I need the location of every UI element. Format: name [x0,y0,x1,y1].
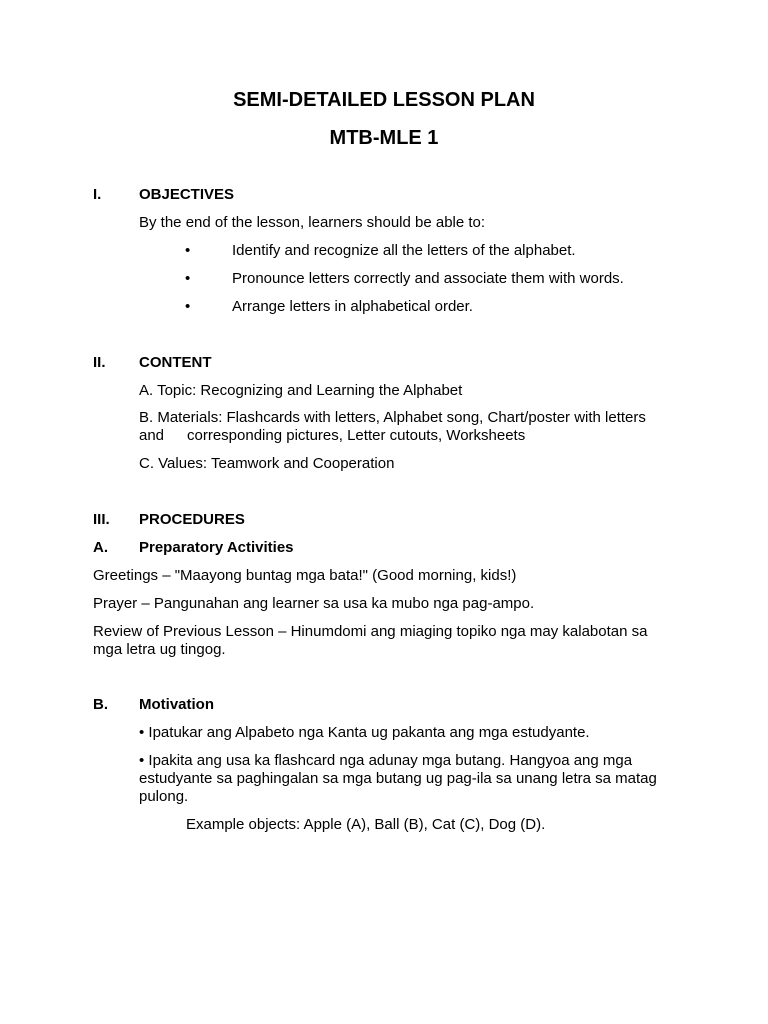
motivation-item: • Ipakita ang usa ka flashcard nga adunay mga butang. Hangyoa ang mga [139,752,633,769]
document-title: SEMI-DETAILED LESSON PLAN [233,89,535,111]
objective-item: Arrange letters in alphabetical order. [232,298,473,315]
objective-item: Pronounce letters correctly and associate them with words. [232,270,624,287]
section-numeral: I. [93,186,102,203]
content-topic: A. Topic: Recognizing and Learning the Alphabet [139,382,463,399]
procedure-review: Review of Previous Lesson – Hinumdomi ang miaging topiko nga may kalabotan sa [93,623,648,640]
motivation-item-cont: pulong. [139,788,189,805]
example-objects: Example objects: Apple (A), Ball (B), Cat (C), Dog (D). [186,816,546,833]
bullet: • [185,298,191,315]
document-subtitle: MTB-MLE 1 [329,127,439,149]
procedure-greetings: Greetings – "Maayong buntag mga bata!" (Good morning, kids!) [93,567,517,584]
subsection-letter: A. [93,539,108,556]
content-materials: B. Materials: Flashcards with letters, Alphabet song, Chart/poster with letters [139,409,646,426]
content-materials-cont: corresponding pictures, Letter cutouts, Worksheets [187,427,526,444]
section-heading: CONTENT [139,354,212,371]
content-materials-cont: and [139,427,165,444]
section-numeral: III. [93,511,110,528]
bullet: • [185,270,191,287]
procedure-review-cont: mga letra ug tingog. [93,641,226,658]
subsection-heading: Preparatory Activities [139,539,294,556]
motivation-item-cont: estudyante sa paghingalan sa mga butang ug pag-ila sa unang letra sa matag [139,770,657,787]
motivation-item: • Ipatukar ang Alpabeto nga Kanta ug pakanta ang mga estudyante. [139,724,590,741]
subsection-heading: Motivation [139,696,214,713]
objectives-intro: By the end of the lesson, learners should be able to: [139,214,486,231]
objective-item: Identify and recognize all the letters of the alphabet. [232,242,576,259]
subsection-letter: B. [93,696,108,713]
bullet: • [185,242,191,259]
section-heading: OBJECTIVES [139,186,235,203]
section-numeral: II. [93,354,106,371]
procedure-prayer: Prayer – Pangunahan ang learner sa usa ka mubo nga pag-ampo. [93,595,535,612]
section-heading: PROCEDURES [139,511,245,528]
content-values: C. Values: Teamwork and Cooperation [139,455,395,472]
